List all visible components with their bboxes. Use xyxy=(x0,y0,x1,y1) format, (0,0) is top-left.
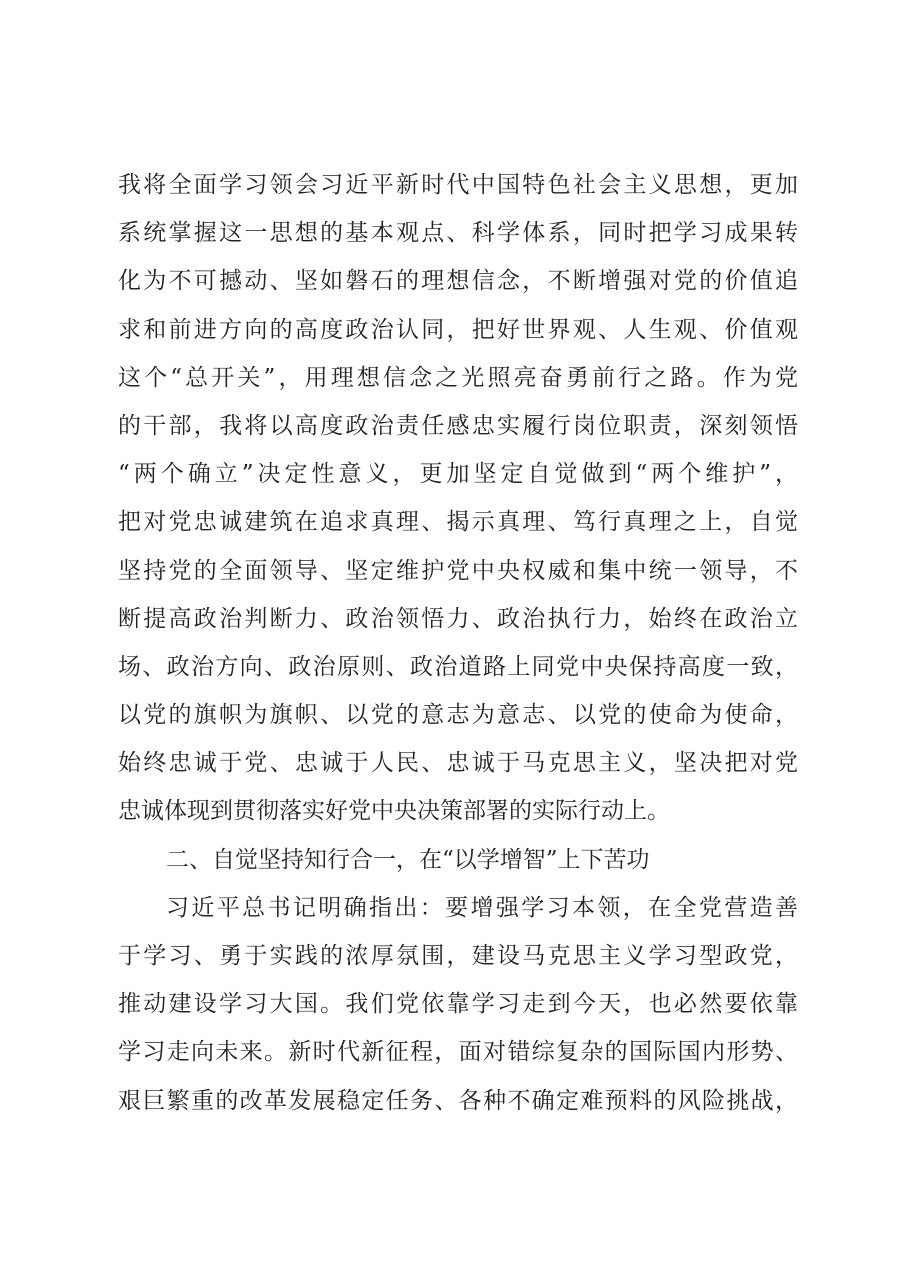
text-line: 忠诚体现到贯彻落实好党中央决策部署的实际行动上。 xyxy=(118,798,670,825)
section-heading: 二、自觉坚持知行合一，在“以学增智”上下苦功 xyxy=(166,846,650,873)
text-line: 始终忠诚于党、忠诚于人民、忠诚于马克思主义，坚决把对党 xyxy=(118,750,798,777)
text-line: 场、政治方向、政治原则、政治道路上同党中央保持高度一致， xyxy=(118,653,798,680)
text-line: 这个“总开关”，用理想信念之光照亮奋勇前行之路。作为党 xyxy=(118,364,798,391)
text-line: 推动建设学习大国。我们党依靠学习走到今天，也必然要依靠 xyxy=(118,991,798,1018)
text-line: 系统掌握这一思想的基本观点、科学体系，同时把学习成果转 xyxy=(118,220,798,247)
text-line: 以党的旗帜为旗帜、以党的意志为意志、以党的使命为使命， xyxy=(118,702,798,729)
text-line: 化为不可撼动、坚如磐石的理想信念，不断增强对党的价值追 xyxy=(118,268,798,295)
text-line: 求和前进方向的高度政治认同，把好世界观、人生观、价值观 xyxy=(118,316,798,343)
text-line: 的干部，我将以高度政治责任感忠实履行岗位职责，深刻领悟 xyxy=(118,412,798,439)
text-line: 习近平总书记明确指出：要增强学习本领，在全党营造善 xyxy=(166,894,798,921)
text-line: 我将全面学习领会习近平新时代中国特色社会主义思想，更加 xyxy=(118,172,798,198)
document-body xyxy=(118,161,798,1125)
paragraph-learning xyxy=(118,884,798,1125)
text-line: 艰巨繁重的改革发展稳定任务、各种不确定难预料的风险挑战， xyxy=(118,1087,798,1114)
paragraph-loyalty xyxy=(118,161,798,836)
text-line: 学习走向未来。新时代新征程，面对错综复杂的国际国内形势、 xyxy=(118,1039,798,1066)
text-line: 断提高政治判断力、政治领悟力、政治执行力，始终在政治立 xyxy=(118,605,798,632)
text-line: 于学习、勇于实践的浓厚氛围，建设马克思主义学习型政党， xyxy=(118,943,798,969)
text-line: “两个确立”决定性意义，更加坚定自觉做到“两个维护”， xyxy=(118,461,798,488)
text-line: 坚持党的全面领导、坚定维护党中央权威和集中统一领导，不 xyxy=(118,557,798,584)
text-line: 把对党忠诚建筑在追求真理、揭示真理、笃行真理之上，自觉 xyxy=(118,509,798,536)
